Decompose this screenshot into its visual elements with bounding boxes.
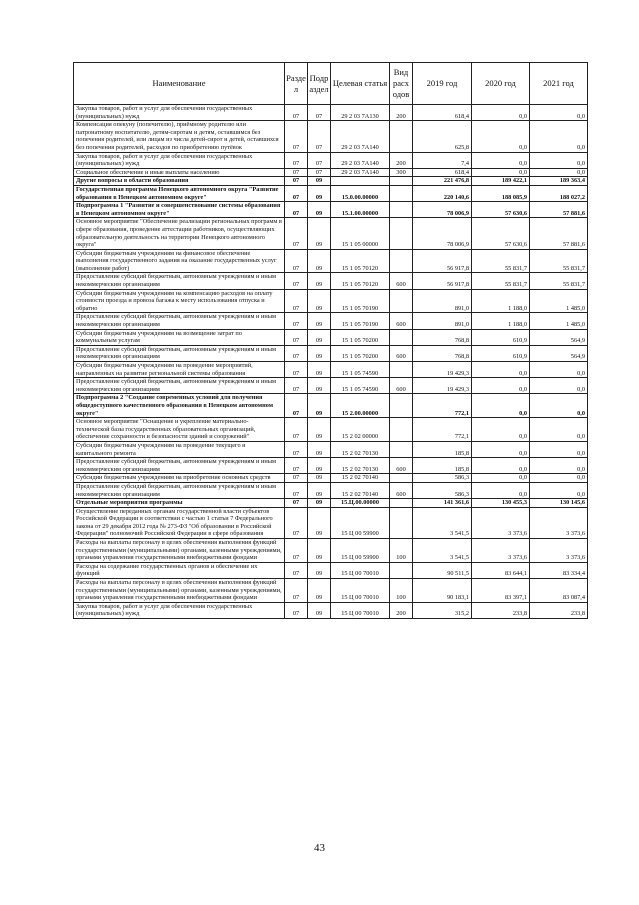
row-target-article-cell: 15 1 05 70190	[331, 313, 390, 329]
row-target-article-cell: 15 2 02 70130	[331, 441, 390, 457]
row-2020-value-cell: 55 831,7	[472, 249, 530, 273]
table-row	[74, 499, 588, 508]
row-2019-value-cell: 586,3	[413, 474, 472, 483]
row-razdel-cell: 07	[285, 579, 308, 603]
table-row	[74, 539, 588, 563]
row-razdel-cell: 07	[285, 273, 308, 289]
row-2020-value-cell: 3 373,6	[472, 507, 530, 538]
row-razdel-cell: 07	[285, 378, 308, 394]
row-name-cell: Предоставление субсидий бюджетным, автономным учреждениям и иным некоммерческим организациям	[74, 345, 285, 361]
row-2020-value-cell: 0,0	[472, 394, 530, 418]
row-expense-type-cell: 300	[390, 168, 413, 177]
table-row	[74, 418, 588, 442]
row-expense-type-cell	[390, 218, 413, 249]
table-row	[74, 218, 588, 249]
row-expense-type-cell	[390, 499, 413, 508]
header-target-article: Целевая статья	[331, 63, 390, 105]
row-podrazdel-cell: 09	[308, 378, 331, 394]
row-podrazdel-cell: 09	[308, 539, 331, 563]
row-razdel-cell: 07	[285, 441, 308, 457]
row-name-cell: Социальное обеспечение и иные выплаты населению	[74, 168, 285, 177]
row-name-cell: Осуществление переданных органам государственной власти субъектов Российской Федерации в соответствии с частью 1 статьи 7 Федерального закона от 29 декабря 2012 года № 273-ФЗ "Об образовании в Российской Федерации" полномочий Российской Федерации в сфере образования	[74, 507, 285, 538]
budget-table-sheet	[73, 62, 587, 619]
row-razdel-cell: 07	[285, 313, 308, 329]
row-2021-value-cell: 57 881,6	[530, 218, 588, 249]
row-2019-value-cell: 7,4	[413, 152, 472, 168]
row-expense-type-cell	[390, 249, 413, 273]
row-podrazdel-cell: 09	[308, 562, 331, 578]
row-2019-value-cell: 56 917,8	[413, 249, 472, 273]
row-podrazdel-cell: 09	[308, 474, 331, 483]
row-target-article-cell: 29 2 03 7А130	[331, 105, 390, 121]
row-target-article-cell: 15 2.00.00000	[331, 394, 390, 418]
table-row	[74, 105, 588, 121]
row-2019-value-cell: 618,4	[413, 105, 472, 121]
row-razdel-cell: 07	[285, 185, 308, 201]
row-2020-value-cell: 3 373,6	[472, 539, 530, 563]
row-2019-value-cell: 768,8	[413, 345, 472, 361]
row-2021-value-cell: 3 373,6	[530, 507, 588, 538]
row-2020-value-cell: 83 397,1	[472, 579, 530, 603]
row-expense-type-cell: 100	[390, 539, 413, 563]
row-podrazdel-cell: 09	[308, 345, 331, 361]
row-2020-value-cell: 57 630,6	[472, 218, 530, 249]
row-podrazdel-cell: 09	[308, 273, 331, 289]
row-2020-value-cell: 1 188,0	[472, 313, 530, 329]
row-2019-value-cell: 3 541,5	[413, 539, 472, 563]
row-2021-value-cell: 189 363,4	[530, 177, 588, 186]
row-2020-value-cell: 0,0	[472, 378, 530, 394]
row-2020-value-cell: 188 085,9	[472, 185, 530, 201]
row-2020-value-cell: 0,0	[472, 105, 530, 121]
row-2020-value-cell: 130 455,3	[472, 499, 530, 508]
row-2021-value-cell: 83 087,4	[530, 579, 588, 603]
row-podrazdel-cell: 09	[308, 289, 331, 313]
row-name-cell: Подпрограмма 2 "Создание современных условий для получения общедоступного качественного образования в Ненецком автономном округе"	[74, 394, 285, 418]
row-name-cell: Предоставление субсидий бюджетным, автономным учреждениям и иным некоммерческим организациям	[74, 313, 285, 329]
table-body	[74, 105, 588, 619]
row-2020-value-cell: 83 644,1	[472, 562, 530, 578]
row-podrazdel-cell: 09	[308, 507, 331, 538]
table-row	[74, 185, 588, 201]
row-target-article-cell: 15 1 05 70120	[331, 249, 390, 273]
row-2019-value-cell: 618,4	[413, 168, 472, 177]
row-2021-value-cell: 0,0	[530, 441, 588, 457]
table-row	[74, 202, 588, 218]
row-target-article-cell	[331, 177, 390, 186]
row-name-cell: Основное мероприятие "Обеспечение реализации региональных программ в сфере образования, проведение аттестации работников, осуществляющих образовательную деятельность на территории Ненецкого автономного округа"	[74, 218, 285, 249]
row-2020-value-cell: 0,0	[472, 482, 530, 498]
row-razdel-cell: 07	[285, 152, 308, 168]
row-podrazdel-cell: 07	[308, 121, 331, 152]
table-row	[74, 273, 588, 289]
table-row	[74, 362, 588, 378]
row-target-article-cell: 15 1 05 74590	[331, 362, 390, 378]
header-expense-type: Вид расх одов	[390, 63, 413, 105]
row-expense-type-cell: 600	[390, 313, 413, 329]
row-2021-value-cell: 188 027,2	[530, 185, 588, 201]
row-target-article-cell: 15.0.00.00000	[331, 185, 390, 201]
row-2021-value-cell: 55 831,7	[530, 273, 588, 289]
row-expense-type-cell: 600	[390, 378, 413, 394]
header-podrazdel: Подр аздел	[308, 63, 331, 105]
row-name-cell: Субсидии бюджетным учреждениям на приобретение основных средств	[74, 474, 285, 483]
table-row	[74, 482, 588, 498]
row-razdel-cell: 07	[285, 362, 308, 378]
row-expense-type-cell	[390, 289, 413, 313]
row-2021-value-cell: 0,0	[530, 121, 588, 152]
row-2019-value-cell: 185,8	[413, 441, 472, 457]
row-name-cell: Закупка товаров, работ и услуг для обеспечения государственных (муниципальных) нужд	[74, 105, 285, 121]
row-expense-type-cell: 200	[390, 602, 413, 618]
row-razdel-cell: 07	[285, 394, 308, 418]
row-2021-value-cell: 3 373,6	[530, 539, 588, 563]
row-2021-value-cell: 1 485,0	[530, 289, 588, 313]
row-2021-value-cell: 0,0	[530, 394, 588, 418]
row-2019-value-cell: 185,8	[413, 458, 472, 474]
row-name-cell: Субсидии бюджетным учреждениям на проведение текущего и капитального ремонта	[74, 441, 285, 457]
table-row	[74, 313, 588, 329]
row-2021-value-cell: 0,0	[530, 458, 588, 474]
row-name-cell: Расходы на содержание государственных органов и обеспечение их функций	[74, 562, 285, 578]
table-row	[74, 121, 588, 152]
row-target-article-cell: 15 Ц 00 70010	[331, 579, 390, 603]
table-row	[74, 579, 588, 603]
row-2021-value-cell: 0,0	[530, 474, 588, 483]
row-2019-value-cell: 586,3	[413, 482, 472, 498]
table-row	[74, 289, 588, 313]
row-razdel-cell: 07	[285, 105, 308, 121]
row-expense-type-cell	[390, 474, 413, 483]
row-target-article-cell: 15.1.00.00000	[331, 202, 390, 218]
row-2020-value-cell: 1 188,0	[472, 289, 530, 313]
row-podrazdel-cell: 07	[308, 168, 331, 177]
row-2021-value-cell: 0,0	[530, 168, 588, 177]
row-name-cell: Предоставление субсидий бюджетным, автономным учреждениям и иным некоммерческим организациям	[74, 458, 285, 474]
row-podrazdel-cell: 09	[308, 602, 331, 618]
row-2019-value-cell: 56 917,8	[413, 273, 472, 289]
row-name-cell: Отдельные мероприятия программы	[74, 499, 285, 508]
row-2021-value-cell: 0,0	[530, 378, 588, 394]
row-razdel-cell: 07	[285, 539, 308, 563]
row-target-article-cell: 15 1 05 74590	[331, 378, 390, 394]
row-name-cell: Закупка товаров, работ и услуг для обеспечения государственных (муниципальных) нужд	[74, 602, 285, 618]
row-2019-value-cell: 221 476,8	[413, 177, 472, 186]
row-razdel-cell: 07	[285, 345, 308, 361]
header-razdel: Разде л	[285, 63, 308, 105]
budget-table	[73, 62, 588, 619]
row-2021-value-cell: 0,0	[530, 105, 588, 121]
row-razdel-cell: 07	[285, 418, 308, 442]
row-name-cell: Закупка товаров, работ и услуг для обеспечения государственных (муниципальных) нужд	[74, 152, 285, 168]
row-podrazdel-cell: 09	[308, 313, 331, 329]
row-name-cell: Предоставление субсидий бюджетным, автономным учреждениям и иным некоммерческим организациям	[74, 482, 285, 498]
row-target-article-cell: 15 Ц 00 59900	[331, 539, 390, 563]
row-2019-value-cell: 141 361,6	[413, 499, 472, 508]
row-target-article-cell: 15 2 02 00000	[331, 418, 390, 442]
row-2019-value-cell: 772,1	[413, 394, 472, 418]
row-razdel-cell: 07	[285, 218, 308, 249]
row-name-cell: Компенсация опекуну (попечителю), приёмному родителю или патронатному воспитателю, детям-сиротам и детям, оставшимся без попечения родителей, или лицам из числа детей-сирот и детей, оставшихся без попечения родителей, расходов по приобретению путёвок	[74, 121, 285, 152]
table-row	[74, 474, 588, 483]
row-2020-value-cell: 610,9	[472, 329, 530, 345]
row-podrazdel-cell: 09	[308, 218, 331, 249]
row-razdel-cell: 07	[285, 177, 308, 186]
row-2021-value-cell: 564,9	[530, 345, 588, 361]
row-podrazdel-cell: 09	[308, 249, 331, 273]
row-2021-value-cell: 0,0	[530, 482, 588, 498]
row-2019-value-cell: 772,1	[413, 418, 472, 442]
row-2019-value-cell: 78 006,9	[413, 218, 472, 249]
row-razdel-cell: 07	[285, 249, 308, 273]
header-year-2021: 2021 год	[530, 63, 588, 105]
row-expense-type-cell: 600	[390, 482, 413, 498]
row-2019-value-cell: 78 006,9	[413, 202, 472, 218]
row-razdel-cell: 07	[285, 458, 308, 474]
row-target-article-cell: 15 Ц 00 70010	[331, 602, 390, 618]
row-2019-value-cell: 315,2	[413, 602, 472, 618]
row-target-article-cell: 15 2 02 70140	[331, 482, 390, 498]
row-target-article-cell: 29 2 03 7А140	[331, 168, 390, 177]
row-expense-type-cell	[390, 562, 413, 578]
row-2019-value-cell: 19 429,3	[413, 378, 472, 394]
row-expense-type-cell: 600	[390, 458, 413, 474]
row-2021-value-cell: 1 485,0	[530, 313, 588, 329]
row-2019-value-cell: 90 511,5	[413, 562, 472, 578]
row-target-article-cell: 15 1 05 70120	[331, 273, 390, 289]
row-podrazdel-cell: 09	[308, 185, 331, 201]
row-target-article-cell: 29 2 03 7А140	[331, 121, 390, 152]
row-2021-value-cell: 55 831,7	[530, 249, 588, 273]
row-target-article-cell: 15 2 02 70130	[331, 458, 390, 474]
row-name-cell: Субсидии бюджетным учреждениям на возмещение затрат по коммунальным услугам	[74, 329, 285, 345]
header-year-2019: 2019 год	[413, 63, 472, 105]
row-razdel-cell: 07	[285, 289, 308, 313]
row-2021-value-cell: 0,0	[530, 362, 588, 378]
row-target-article-cell: 15 1 05 70200	[331, 345, 390, 361]
page-number: 43	[314, 842, 325, 854]
row-expense-type-cell: 100	[390, 579, 413, 603]
row-podrazdel-cell: 07	[308, 152, 331, 168]
row-razdel-cell: 07	[285, 499, 308, 508]
row-2019-value-cell: 90 183,1	[413, 579, 472, 603]
row-podrazdel-cell: 09	[308, 441, 331, 457]
row-target-article-cell: 15 Ц 00 70010	[331, 562, 390, 578]
row-expense-type-cell: 200	[390, 105, 413, 121]
row-target-article-cell: 15 1 05 00000	[331, 218, 390, 249]
row-expense-type-cell	[390, 202, 413, 218]
row-podrazdel-cell: 09	[308, 329, 331, 345]
row-name-cell: Расходы на выплаты персоналу в целях обеспечения выполнения функций государственными (муниципальными) органами, казенными учреждениями, органами управления государственными внебюджетными фондами	[74, 539, 285, 563]
row-2019-value-cell: 19 429,3	[413, 362, 472, 378]
row-name-cell: Государственная программа Ненецкого автономного округа "Развитие образования в Ненецком автономном округе"	[74, 185, 285, 201]
row-podrazdel-cell: 09	[308, 394, 331, 418]
row-2019-value-cell: 220 140,6	[413, 185, 472, 201]
row-target-article-cell: 29 2 03 7А140	[331, 152, 390, 168]
row-razdel-cell: 07	[285, 474, 308, 483]
row-2020-value-cell: 0,0	[472, 474, 530, 483]
table-row	[74, 345, 588, 361]
row-name-cell: Предоставление субсидий бюджетным, автономным учреждениям и иным некоммерческим организациям	[74, 378, 285, 394]
header-year-2020: 2020 год	[472, 63, 530, 105]
row-expense-type-cell	[390, 362, 413, 378]
row-name-cell: Расходы на выплаты персоналу в целях обеспечения выполнения функций государственными (муниципальными) органами, казенными учреждениями, органами управления государственными внебюджетными фондами	[74, 579, 285, 603]
table-row	[74, 602, 588, 618]
table-row	[74, 249, 588, 273]
row-2020-value-cell: 0,0	[472, 418, 530, 442]
row-2021-value-cell: 57 881,6	[530, 202, 588, 218]
row-2020-value-cell: 0,0	[472, 458, 530, 474]
row-2021-value-cell: 130 145,6	[530, 499, 588, 508]
row-2020-value-cell: 0,0	[472, 441, 530, 457]
row-podrazdel-cell: 09	[308, 579, 331, 603]
row-name-cell: Подпрограмма 1 "Развитие и совершенствование системы образования в Ненецком автономном округе"	[74, 202, 285, 218]
table-row	[74, 562, 588, 578]
row-target-article-cell: 15 Ц 00 59900	[331, 507, 390, 538]
row-podrazdel-cell: 09	[308, 482, 331, 498]
row-razdel-cell: 07	[285, 562, 308, 578]
row-2020-value-cell: 0,0	[472, 121, 530, 152]
row-2019-value-cell: 768,8	[413, 329, 472, 345]
row-2020-value-cell: 610,9	[472, 345, 530, 361]
row-2020-value-cell: 0,0	[472, 168, 530, 177]
row-2020-value-cell: 57 630,6	[472, 202, 530, 218]
row-2020-value-cell: 233,8	[472, 602, 530, 618]
row-2021-value-cell: 0,0	[530, 418, 588, 442]
row-name-cell: Субсидии бюджетным учреждениям на финансовое обеспечение выполнения государственного задания на оказание государственных услуг (выполнение работ)	[74, 249, 285, 273]
row-expense-type-cell	[390, 121, 413, 152]
table-row	[74, 507, 588, 538]
row-target-article-cell: 15 1 05 70200	[331, 329, 390, 345]
row-razdel-cell: 07	[285, 121, 308, 152]
row-podrazdel-cell: 09	[308, 458, 331, 474]
row-podrazdel-cell: 07	[308, 105, 331, 121]
row-podrazdel-cell: 09	[308, 177, 331, 186]
row-expense-type-cell: 600	[390, 273, 413, 289]
row-razdel-cell: 07	[285, 602, 308, 618]
row-expense-type-cell: 600	[390, 345, 413, 361]
row-name-cell: Субсидии бюджетным учреждениям на компенсацию расходов на оплату стоимости проезда и провоза багажа к месту использования отпуска и обратно	[74, 289, 285, 313]
table-row	[74, 441, 588, 457]
row-2019-value-cell: 891,0	[413, 289, 472, 313]
row-expense-type-cell	[390, 329, 413, 345]
row-2021-value-cell: 0,0	[530, 152, 588, 168]
row-razdel-cell: 07	[285, 482, 308, 498]
table-row	[74, 329, 588, 345]
row-2019-value-cell: 625,8	[413, 121, 472, 152]
row-target-article-cell: 15 2 02 70140	[331, 474, 390, 483]
row-expense-type-cell: 200	[390, 152, 413, 168]
row-target-article-cell: 15.Ц.00.00000	[331, 499, 390, 508]
row-name-cell: Субсидии бюджетным учреждениям на проведение мероприятий, направленных на развитие региональной системы образования	[74, 362, 285, 378]
row-podrazdel-cell: 09	[308, 202, 331, 218]
row-name-cell: Другие вопросы в области образования	[74, 177, 285, 186]
row-target-article-cell: 15 1 05 70190	[331, 289, 390, 313]
row-razdel-cell: 07	[285, 507, 308, 538]
row-podrazdel-cell: 09	[308, 362, 331, 378]
row-2020-value-cell: 0,0	[472, 152, 530, 168]
row-name-cell: Основное мероприятие "Оснащение и укрепление материально-технической базы государственных образовательных организаций, обеспечение сохранности и безопасности зданий и сооружений"	[74, 418, 285, 442]
row-razdel-cell: 07	[285, 202, 308, 218]
row-2019-value-cell: 3 541,5	[413, 507, 472, 538]
row-2021-value-cell: 233,8	[530, 602, 588, 618]
row-name-cell: Предоставление субсидий бюджетным, автономным учреждениям и иным некоммерческим организациям	[74, 273, 285, 289]
row-2019-value-cell: 891,0	[413, 313, 472, 329]
row-expense-type-cell	[390, 394, 413, 418]
row-podrazdel-cell: 09	[308, 499, 331, 508]
table-row	[74, 378, 588, 394]
table-row	[74, 152, 588, 168]
row-expense-type-cell	[390, 177, 413, 186]
table-header-row	[74, 63, 588, 105]
table-row	[74, 177, 588, 186]
row-razdel-cell: 07	[285, 329, 308, 345]
row-podrazdel-cell: 09	[308, 418, 331, 442]
table-row	[74, 168, 588, 177]
table-row	[74, 394, 588, 418]
row-2020-value-cell: 189 422,1	[472, 177, 530, 186]
row-expense-type-cell	[390, 507, 413, 538]
table-row	[74, 458, 588, 474]
row-2020-value-cell: 0,0	[472, 362, 530, 378]
row-2021-value-cell: 83 334,4	[530, 562, 588, 578]
row-expense-type-cell	[390, 418, 413, 442]
row-razdel-cell: 07	[285, 168, 308, 177]
row-expense-type-cell	[390, 441, 413, 457]
row-2021-value-cell: 564,9	[530, 329, 588, 345]
row-2020-value-cell: 55 831,7	[472, 273, 530, 289]
header-name: Наименование	[74, 63, 285, 105]
row-expense-type-cell	[390, 185, 413, 201]
